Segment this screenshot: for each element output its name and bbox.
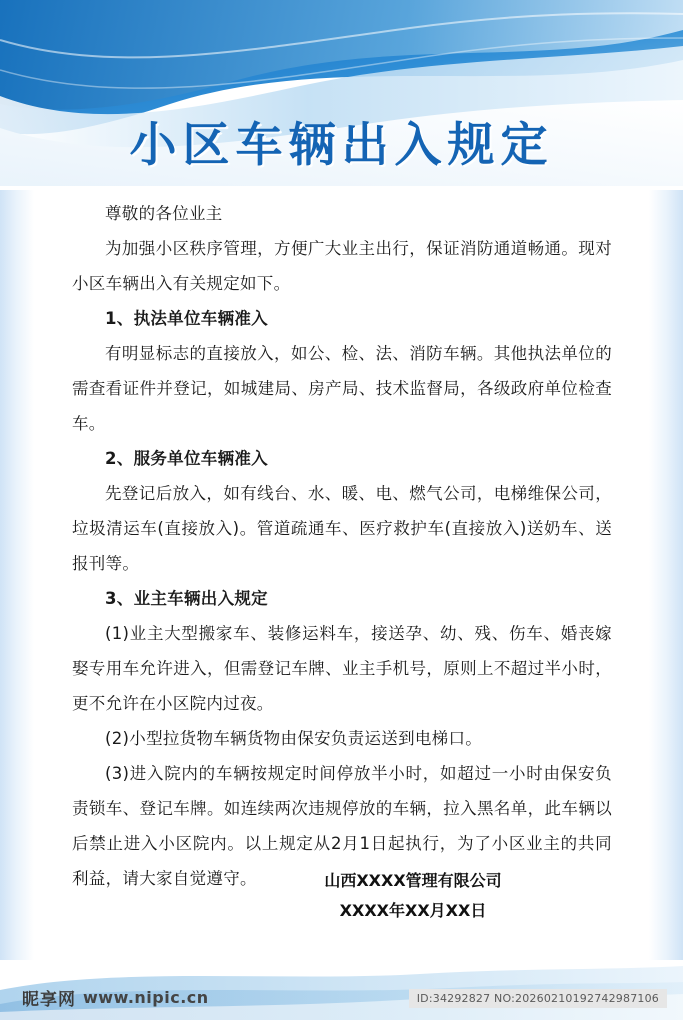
section-2-body: 先登记后放入，如有线台、水、暖、电、燃气公司，电梯维保公司，垃圾清运车(直接放入)。管道疏通车、医疗救护车(直接放入)送奶车、送报刊等。 bbox=[72, 484, 612, 573]
image-id-badge: ID:34292827 NO:20260210192742987106 bbox=[409, 989, 667, 1008]
section-3-item-2: (2)小型拉货物车辆货物由保安负责运送到电梯口。 bbox=[105, 729, 483, 748]
site-logo-text: 昵享网 bbox=[22, 990, 76, 1010]
document-body bbox=[72, 196, 612, 896]
greeting-line: 尊敬的各位业主 bbox=[105, 204, 223, 223]
site-watermark bbox=[22, 985, 209, 1010]
signature-date: XXXX年XX月XX日 bbox=[339, 901, 487, 920]
signature-company: 山西XXXX管理有限公司 bbox=[324, 871, 502, 890]
site-url-text: www.nipic.cn bbox=[83, 988, 209, 1007]
section-3-heading: 3、业主车辆出入规定 bbox=[105, 589, 268, 608]
page-title: 小区车辆出入规定 bbox=[129, 118, 554, 173]
section-1-body: 有明显标志的直接放入，如公、检、法、消防车辆。其他执法单位的需查看证件并登记，如城建局、房产局、技术监督局，各级政府单位检查车。 bbox=[72, 344, 612, 433]
section-1-heading: 1、执法单位车辆准入 bbox=[105, 309, 268, 328]
section-2-heading: 2、服务单位车辆准入 bbox=[105, 449, 268, 468]
intro-paragraph: 为加强小区秩序管理，方便广大业主出行，保证消防通道畅通。现对小区车辆出入有关规定如下。 bbox=[72, 239, 612, 293]
signature-block bbox=[233, 866, 593, 926]
section-3-item-3: (3)进入院内的车辆按规定时间停放半小时，如超过一小时由保安负责锁车、登记车牌。如连续两次违规停放的车辆，拉入黑名单，此车辆以后禁止进入小区院内。以上规定从2月1日起执行，为了小区业主的共同利益，请大家自觉遵守。 bbox=[72, 764, 612, 888]
section-3-item-1: (1)业主大型搬家车、装修运料车，接送孕、幼、残、伤车、婚丧嫁娶专用车允许进入，但需登记车牌、业主手机号，原则上不超过半小时，更不允许在小区院内过夜。 bbox=[72, 624, 612, 713]
